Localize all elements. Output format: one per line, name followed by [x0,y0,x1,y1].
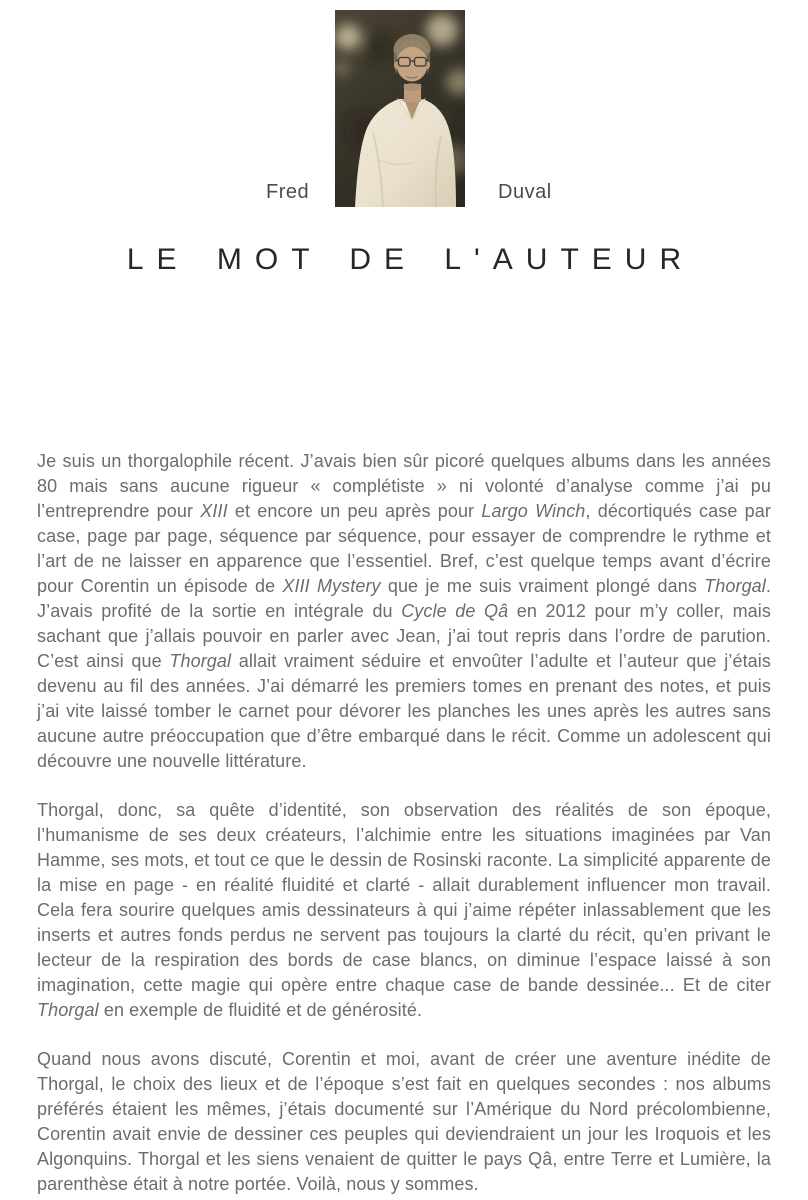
text-segment: Thorgal, donc, sa quête d’identité, son observation des réalités de son époque, l’humanisme de ses deux créateurs, l’alchimie entre les situations imaginées par Van Hamme, ses mots, et tout ce que le dessin de Rosinski raconte. La simplicité apparente de la mise en page - en réalité fluidité et clarté - allait durablement influencer mon travail. Cela fera sourire quelques amis dessinateurs à qui j’aime répéter inlassablement que les inserts et autres fonds perdus ne servent pas toujours la clarté du récit, qu’en privant le lecteur de la respiration des bords de case blancs, on diminue l’espace laissé à son imagination, cette magie qui opère entre chaque case de bande dessinée... Et de citer [37,800,771,995]
author-photo [335,10,465,207]
paragraph [37,798,771,1023]
text-segment: que je me suis vraiment plongé dans [380,576,705,596]
page-title: LE MOT DE L'AUTEUR [126,243,695,276]
author-photo-block [0,10,808,207]
text-segment: en 2012 pour m’y coller, mais sachant que j’allais pouvoir en parler avec Jean, j’ai tout repris dans l’ordre de parution. C’est ainsi que [37,601,771,671]
italicized-series-title: Thorgal [704,576,766,596]
paragraph [37,1047,771,1197]
portrait-illustration [335,10,465,207]
face [397,47,428,82]
body-text [37,449,771,1200]
text-segment: en exemple de fluidité et de générosité. [98,1000,423,1020]
author-first-name: Fred [266,181,310,203]
italicized-series-title: Largo Winch [481,501,586,521]
italicized-series-title: Thorgal [37,1000,99,1020]
text-segment: , décortiqués case par case, page par page, séquence par séquence, pour essayer de comprendre le rythme et l’art de ne laisser en apparence que l’essentiel. Bref, c’est quelque temps avant d’écrire pour Corentin un épisode de [37,501,771,596]
italicized-series-title: Thorgal [169,651,232,671]
paragraph [37,449,771,774]
text-segment: allait vraiment séduire et envoûter l’adulte et l’auteur que j’étais devenu au fil des années. J’ai démarré les premiers tomes en prenant des notes, et puis j’ai vite laissé tomber le carnet pour dévorer les planches les unes après les autres sans aucune autre préoccupation que d’être embarqué dans le récit. Comme un adolescent qui découvre une nouvelle littérature. [37,651,771,771]
text-segment: Quand nous avons discuté, Corentin et moi, avant de créer une aventure inédite de Thorgal, le choix des lieux et de l’époque s’est fait en quelques secondes : nos albums préférés étaient les mêmes, j’étais documenté sur l’Amérique du Nord précolombienne, Corentin avait envie de dessiner ces peuples qui deviendraient un jour les Iroquois et les Algonquins. Thorgal et les siens venaient de quitter le pays Qâ, entre Terre et Lumière, la parenthèse était à notre portée. Voilà, nous y sommes. [37,1049,771,1194]
italicized-series-title: XIII [200,501,228,521]
text-segment: . J’avais profité de la sortie en intégrale du [37,576,771,621]
text-segment: Je suis un thorgalophile récent. J’avais bien sûr picoré quelques albums dans les années 80 mais sans aucune rigueur « complétiste » ni volonté d’analyse comme j’ai pu l’entreprendre pour [37,451,771,521]
italicized-series-title: Cycle de Qâ [401,601,509,621]
text-segment: et encore un peu après pour [227,501,482,521]
author-last-name: Duval [498,181,552,203]
italicized-series-title: XIII Mystery [282,576,381,596]
